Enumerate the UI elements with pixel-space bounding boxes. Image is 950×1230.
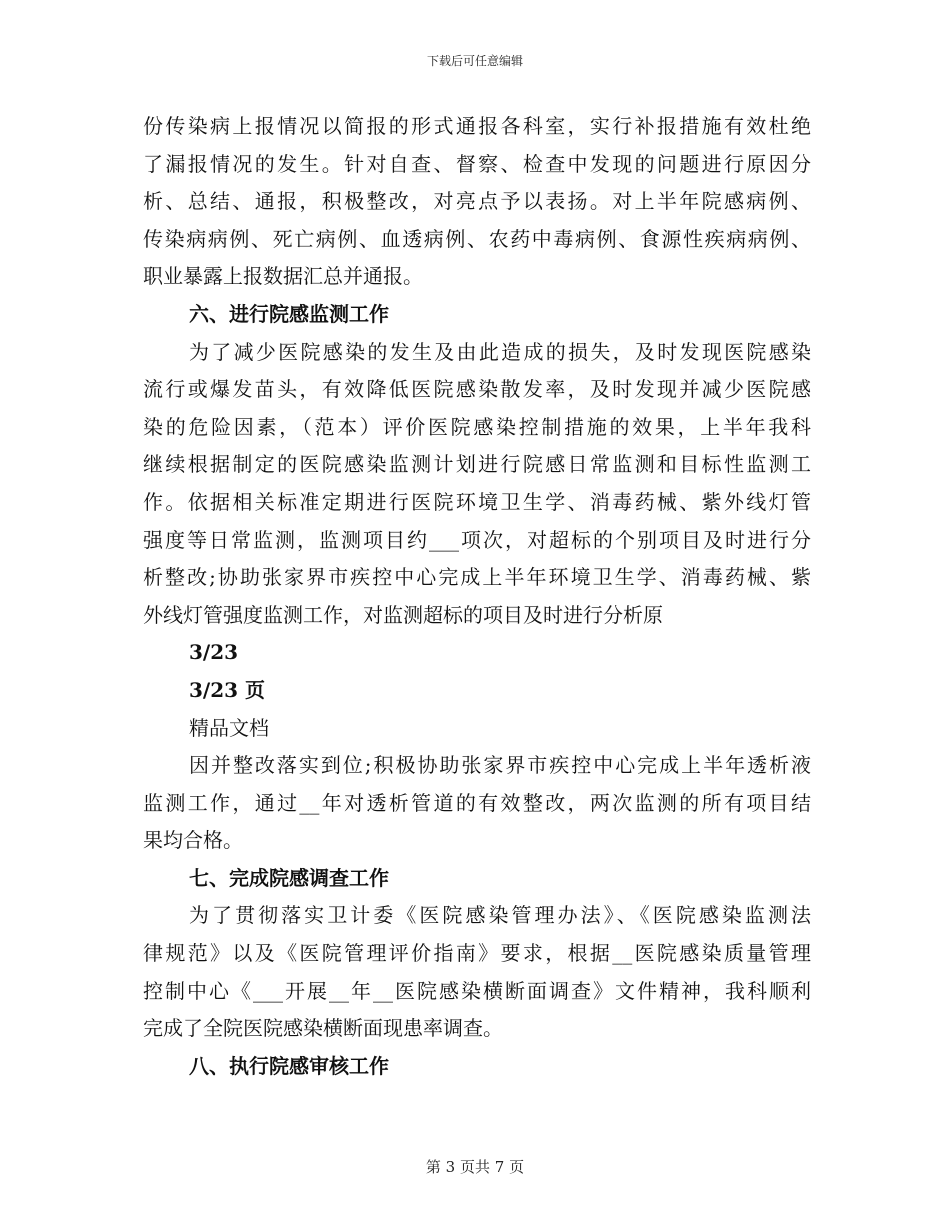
text-line: 继续根据制定的医院感染监测计划进行院感日常监测和目标性监测工 — [143, 452, 811, 477]
text-line: 析整改;协助张家界市疾控中心完成上半年环境卫生学、消毒药械、紫 — [143, 565, 811, 590]
text-line: 强度等日常监测，监测项目约___项次，对超标的个别项目及时进行分 — [143, 527, 811, 552]
text-line: 流行或爆发苗头，有效降低医院感染散发率，及时发现并减少医院感 — [143, 377, 811, 402]
text-line: 监测工作，通过__年对透析管道的有效整改，两次监测的所有项目结 — [143, 790, 811, 815]
page-number-marker: 3/23 页 — [189, 677, 266, 702]
text-line: 份传染病上报情况以简报的形式通报各科室，实行补报措施有效杜绝 — [143, 114, 811, 138]
text-line: 完成了全院医院感染横断面现患率调查。 — [143, 1016, 503, 1041]
text-line: 析、总结、通报，积极整改，对亮点予以表扬。对上半年院感病例、 — [143, 189, 811, 214]
page-footer: 第 3 页共 7 页 — [425, 1158, 525, 1176]
document-label: 精品文档 — [189, 715, 269, 740]
text-line: 控制中心《___开展__年__医院感染横断面调查》文件精神，我科顺利 — [143, 978, 811, 1003]
page-number-marker: 3/23 — [189, 640, 239, 665]
text-line: 作。依据相关标准定期进行医院环境卫生学、消毒药械、紫外线灯管 — [143, 489, 811, 514]
text-line: 因并整改落实到位;积极协助张家界市疾控中心完成上半年透析液 — [189, 753, 811, 778]
text-line: 为了贯彻落实卫计委《医院感染管理办法》、《医院感染监测法 — [189, 903, 811, 928]
section-heading: 六、进行院感监测工作 — [189, 301, 389, 326]
text-line: 了漏报情况的发生。针对自查、督察、检查中发现的问题进行原因分 — [143, 151, 811, 176]
text-line: 律规范》以及《医院管理评价指南》要求，根据__医院感染质量管理 — [143, 941, 811, 966]
text-line: 为了减少医院感染的发生及由此造成的损失，及时发现医院感染 — [189, 339, 811, 364]
document-body — [143, 108, 811, 1085]
page-header: 下载后可任意编辑 — [426, 54, 523, 68]
text-line: 外线灯管强度监测工作，对监测超标的项目及时进行分析原 — [143, 602, 663, 627]
section-heading: 八、执行院感审核工作 — [189, 1053, 389, 1078]
text-line: 果均合格。 — [143, 828, 243, 853]
text-line: 传染病病例、死亡病例、血透病例、农药中毒病例、食源性疾病病例、 — [143, 226, 811, 251]
text-line: 职业暴露上报数据汇总并通报。 — [143, 264, 423, 289]
text-line: 染的危险因素，（范本）评价医院感染控制措施的效果，上半年我科 — [143, 414, 811, 439]
section-heading: 七、完成院感调查工作 — [189, 865, 389, 890]
